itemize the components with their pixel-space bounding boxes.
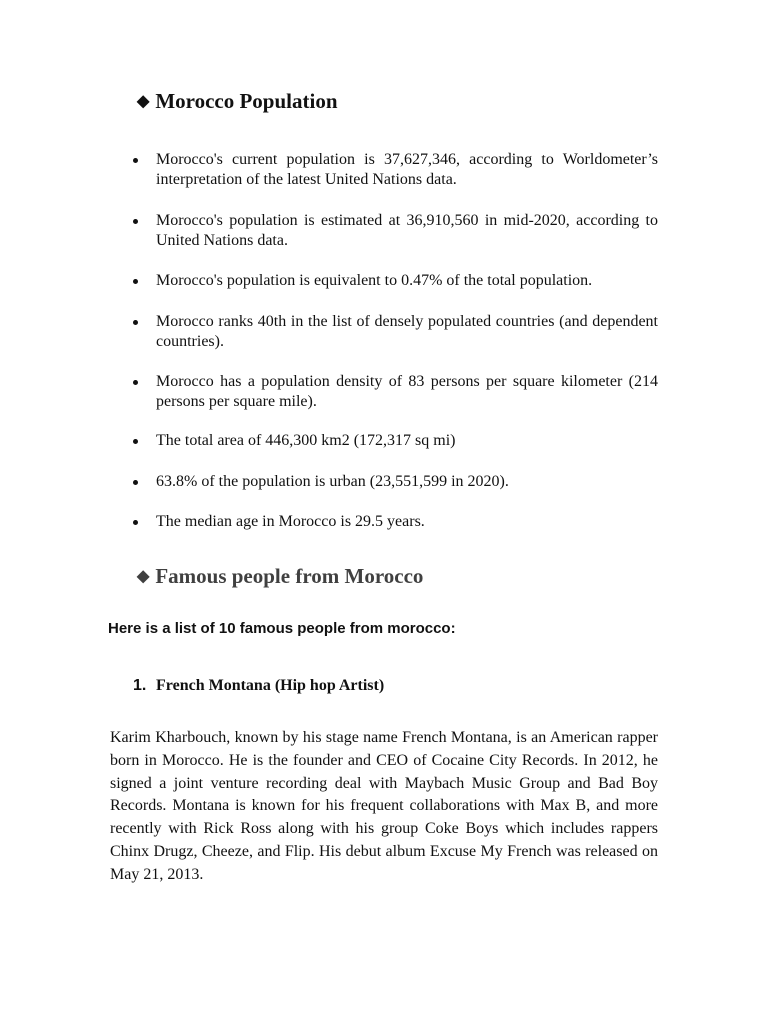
- bullet-dot-icon: [133, 219, 138, 224]
- section-heading-text: Famous people from Morocco: [155, 564, 424, 588]
- list-item: [156, 271, 658, 291]
- numbered-item-title: [133, 676, 384, 696]
- list-item: [156, 431, 658, 451]
- bullet-dot-icon: [133, 380, 138, 385]
- bullet-dot-icon: [133, 279, 138, 284]
- section-heading-famous-people: [137, 564, 423, 589]
- bullet-dot-icon: [133, 439, 138, 444]
- list-item: [156, 372, 658, 412]
- list-item: [156, 512, 658, 532]
- bullet-dot-icon: [133, 158, 138, 163]
- list-item-text: Morocco's population is equivalent to 0.47% of the total population.: [156, 272, 593, 289]
- list-item: [156, 312, 658, 352]
- bullet-dot-icon: [133, 480, 138, 485]
- section-heading-population: [137, 89, 338, 114]
- list-item-text: 63.8% of the population is urban (23,551,599 in 2020).: [156, 473, 509, 490]
- bullet-dot-icon: [133, 320, 138, 325]
- famous-people-intro: Here is a list of 10 famous people from morocco:: [108, 620, 456, 637]
- list-item: [156, 211, 658, 251]
- diamond-bullet-icon: ◆: [137, 568, 150, 585]
- diamond-bullet-icon: ◆: [137, 93, 150, 110]
- item-title-text: French Montana (Hip hop Artist): [156, 677, 385, 694]
- list-item-text: Morocco's population is estimated at 36,910,560 in mid-2020, according to United Nations data.: [156, 212, 658, 249]
- bullet-dot-icon: [133, 520, 138, 525]
- list-item-text: Morocco has a population density of 83 persons per square kilometer (214 persons per square mile).: [156, 373, 658, 410]
- person-bio-paragraph: Karim Kharbouch, known by his stage name French Montana, is an American rapper born in Morocco. He is the founder and CEO of Cocaine City Records. In 2012, he signed a joint venture recording deal with Maybach Music Group and Bad Boy Records. Montana is known for his frequent collaborations with Max B, and more recently with Rick Ross along with his group Coke Boys which includes rappers Chinx Drugz, Cheeze, and Flip. His debut album Excuse My French was released on May 21, 2013.: [110, 729, 658, 883]
- list-item-text: The total area of 446,300 km2 (172,317 sq mi): [156, 432, 456, 449]
- item-number: 1.: [133, 677, 147, 694]
- section-heading-text: Morocco Population: [155, 89, 338, 113]
- list-item-text: The median age in Morocco is 29.5 years.: [156, 513, 425, 530]
- list-item-text: Morocco ranks 40th in the list of densely populated countries (and dependent countries).: [156, 313, 658, 350]
- list-item: [156, 150, 658, 190]
- list-item: [156, 472, 658, 492]
- list-item-text: Morocco's current population is 37,627,346, according to Worldometer’s interpretation of the latest United Nations data.: [156, 151, 658, 188]
